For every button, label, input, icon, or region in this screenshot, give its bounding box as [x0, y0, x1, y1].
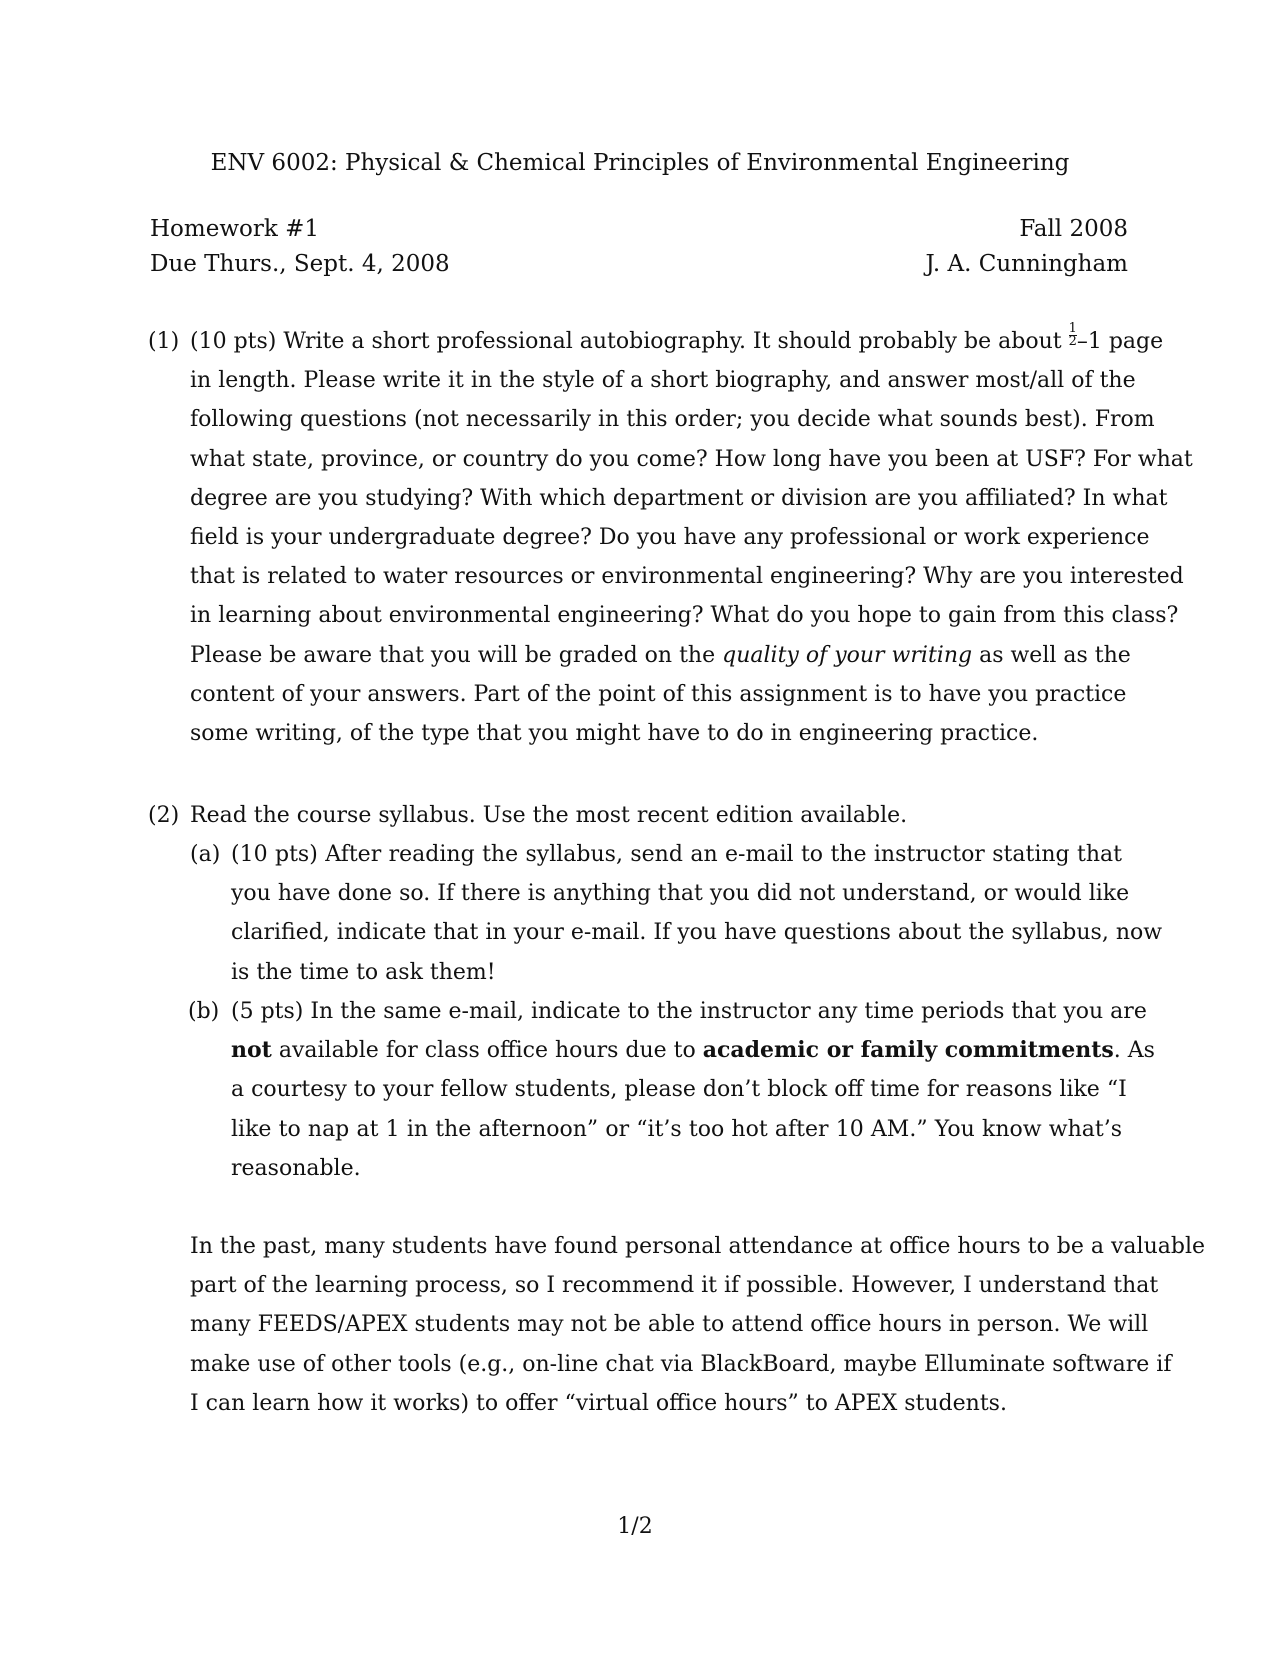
fraction-numerator: 1 — [1068, 321, 1077, 336]
problem-2a-line: you have done so. If there is anything that you did not understand, or would like — [231, 881, 1130, 907]
fraction-denominator: 2 — [1068, 334, 1077, 349]
problem-1-line: degree are you studying? With which department or division are you affiliated? In what — [190, 485, 1168, 511]
problem-1-line: field is your undergraduate degree? Do you have any professional or work experience — [190, 525, 1150, 551]
problem-2b-line: a courtesy to your fellow students, please don’t block off time for reasons like “I — [231, 1077, 1127, 1103]
one-half-fraction — [1069, 323, 1077, 348]
problem-2a-line: (10 pts) After reading the syllabus, send an e-mail to the instructor stating that — [231, 842, 1122, 867]
note-line: many FEEDS/APEX students may not be able to attend office hours in person. We will — [190, 1312, 1149, 1338]
course-title: ENV 6002: Physical & Chemical Principles of Environmental Engineering — [210, 150, 1070, 176]
note-line: make use of other tools (e.g., on-line chat via BlackBoard, maybe Elluminate software if — [190, 1351, 1172, 1377]
problem-2b-label: (b) — [188, 999, 220, 1024]
problem-2a-line: clarified, indicate that in your e-mail. If you have questions about the syllabus, now — [231, 920, 1163, 946]
problem-2b-line — [231, 1031, 1155, 1070]
problem-1-line-text: as well as the — [972, 642, 1131, 668]
problem-2a-label: (a) — [190, 842, 221, 867]
problem-2b-line-text: available for class office hours due to — [271, 1038, 703, 1064]
note-line: part of the learning process, so I recommend it if possible. However, I understand that — [190, 1273, 1159, 1299]
assignment-title: Homework #1 — [150, 216, 320, 242]
note-line: I can learn how it works) to offer “virtual office hours” to APEX students. — [190, 1390, 1007, 1416]
problem-2-intro: Read the course syllabus. Use the most recent edition available. — [190, 803, 908, 828]
note-line: In the past, many students have found personal attendance at office hours to be a valuable — [190, 1234, 1206, 1259]
problem-2a-text — [231, 835, 1163, 992]
problem-2-number: (2) — [148, 803, 180, 828]
term: Fall 2008 — [1019, 216, 1128, 242]
problem-2a-line: is the time to ask them! — [231, 959, 496, 985]
problem-1-line: in length. Please write it in the style of a short biography, and answer most/all of the — [190, 368, 1136, 394]
problem-1-line — [190, 321, 1164, 361]
header-right — [925, 212, 1128, 282]
bold-commitments: academic or family commitments — [702, 1037, 1114, 1064]
problem-1-line — [190, 636, 1131, 675]
problem-2b-text — [231, 992, 1155, 1188]
problem-2b-line-text: . As — [1113, 1038, 1155, 1064]
office-hours-note — [190, 1227, 1206, 1423]
problem-1-line-text: (10 pts) Write a short professional autobiography. It should probably be about — [190, 329, 1069, 354]
problem-1-line: in learning about environmental engineering? What do you hope to gain from this class? — [190, 603, 1179, 629]
header-left — [150, 212, 450, 282]
problem-1-line: content of your answers. Part of the point of this assignment is to have you practice — [190, 681, 1127, 707]
problem-1-line-text: –1 page — [1076, 329, 1164, 354]
problem-2b-line: like to nap at 1 in the afternoon” or “it’s too hot after 10 AM.” You know what’s — [231, 1116, 1122, 1142]
page-number: 1/2 — [617, 1514, 653, 1539]
problem-1-line: following questions (not necessarily in this order; you decide what sounds best). From — [190, 407, 1155, 433]
bold-not: not — [231, 1037, 272, 1064]
instructor-name: J. A. Cunningham — [925, 251, 1128, 277]
problem-1-line: some writing, of the type that you might have to do in engineering practice. — [190, 721, 1039, 747]
problem-1-line-text: Please be aware that you will be graded on the — [190, 642, 723, 668]
due-date: Due Thurs., Sept. 4, 2008 — [150, 251, 450, 277]
problem-1-line: that is related to water resources or environmental engineering? Why are you interested — [190, 564, 1184, 590]
problem-1-line: what state, province, or country do you come? How long have you been at USF? For what — [190, 446, 1193, 472]
problem-2b-line: (5 pts) In the same e-mail, indicate to the instructor any time periods that you are — [231, 999, 1147, 1024]
emphasis-quality-of-writing: quality of your writing — [722, 642, 973, 668]
problem-2b-line: reasonable. — [231, 1155, 361, 1181]
problem-1-number: (1) — [148, 329, 180, 354]
problem-1-text — [190, 321, 1193, 753]
